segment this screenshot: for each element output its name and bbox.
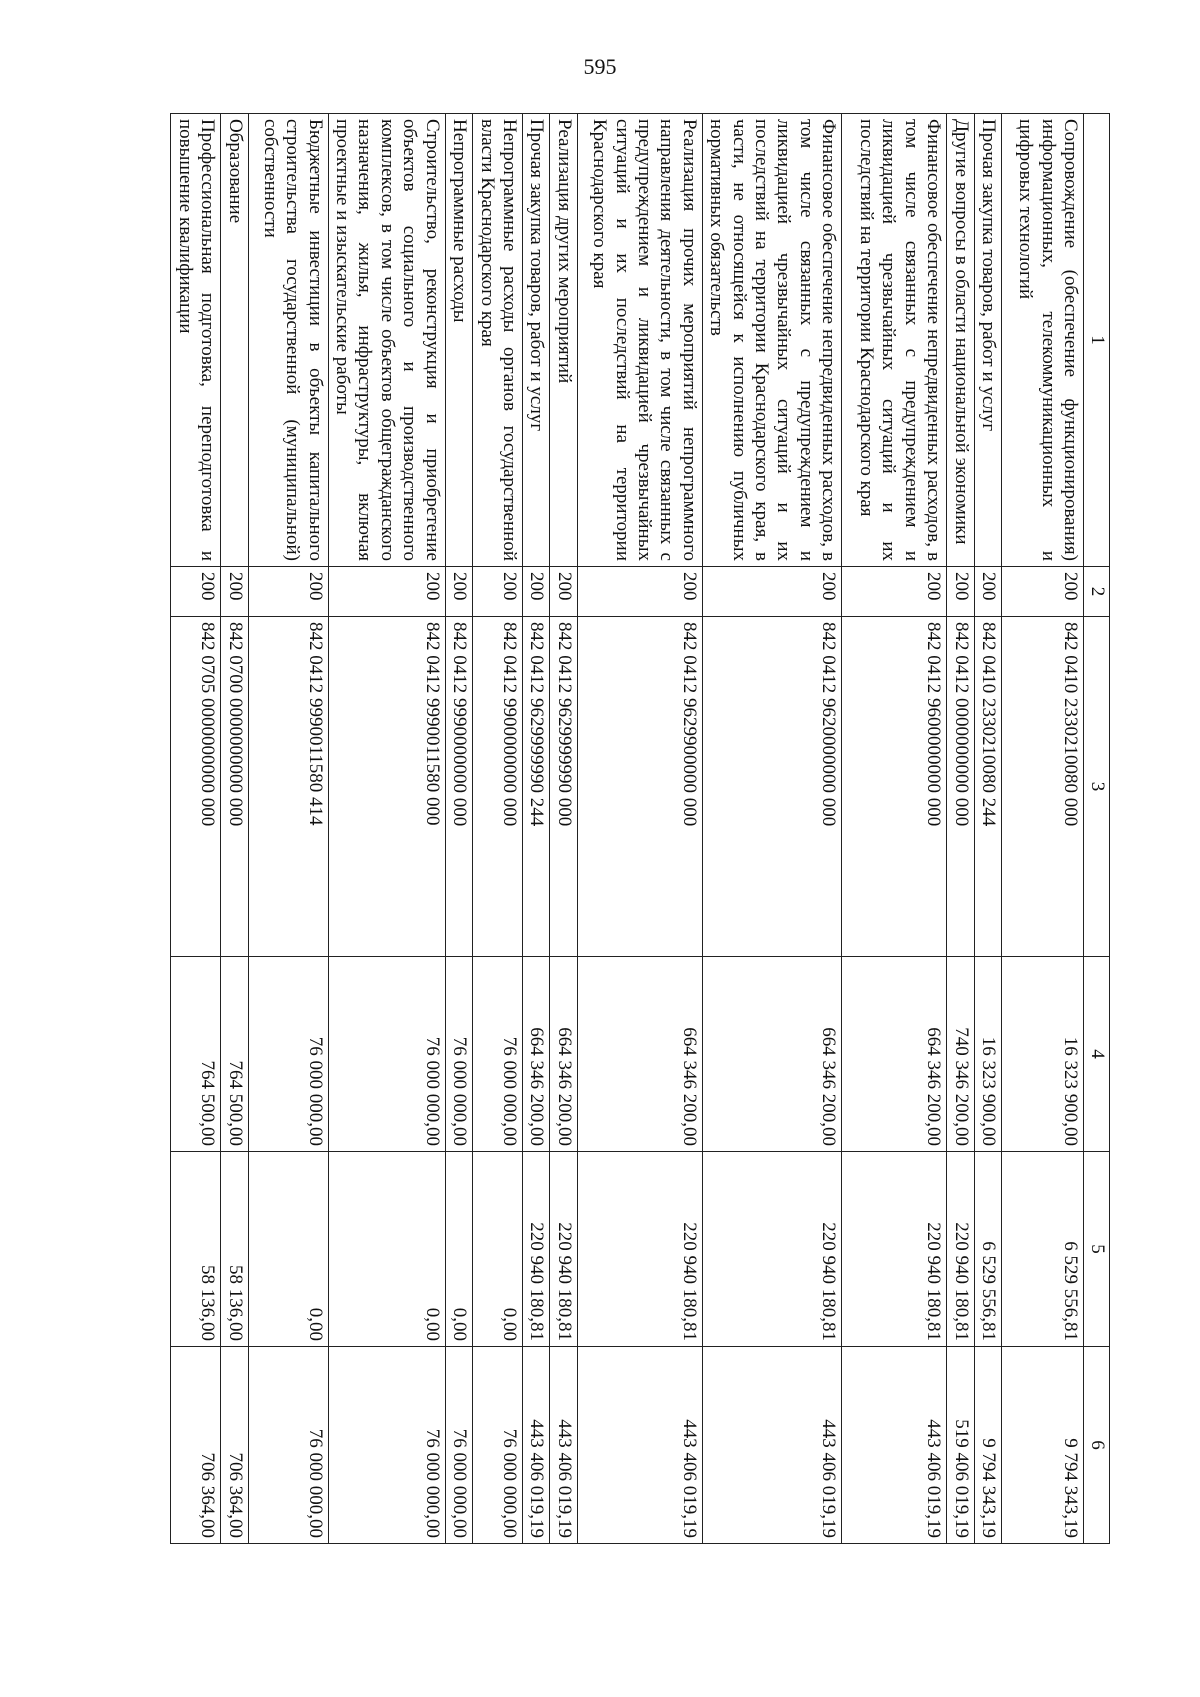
row-value-6: 443 406 019,19 bbox=[577, 1347, 702, 1544]
row-code-2: 200 bbox=[842, 567, 947, 617]
row-value-4: 664 346 200,00 bbox=[550, 957, 577, 1152]
row-value-6: 9 794 343,19 bbox=[1002, 1347, 1084, 1544]
row-code-3: 842 0412 9990000000 000 bbox=[445, 617, 472, 957]
row-value-6: 443 406 019,19 bbox=[842, 1347, 947, 1544]
row-value-6: 9 794 343,19 bbox=[974, 1347, 1001, 1544]
rotated-table-wrapper bbox=[174, 113, 1110, 1543]
table-row bbox=[171, 114, 221, 1544]
row-code-2: 200 bbox=[473, 567, 523, 617]
row-value-4: 664 346 200,00 bbox=[577, 957, 702, 1152]
row-code-2: 200 bbox=[550, 567, 577, 617]
row-value-6: 76 000 000,00 bbox=[473, 1347, 523, 1544]
row-value-5: 6 529 556,81 bbox=[1002, 1152, 1084, 1347]
row-value-6: 76 000 000,00 bbox=[248, 1347, 328, 1544]
header-row bbox=[1084, 114, 1110, 1544]
row-value-5: 220 940 180,81 bbox=[550, 1152, 577, 1347]
header-col-1: 1 bbox=[1084, 114, 1110, 567]
table-row bbox=[577, 114, 702, 1544]
row-code-3: 842 0410 2330210080 244 bbox=[974, 617, 1001, 957]
row-name: Образование bbox=[221, 114, 248, 567]
table-row bbox=[550, 114, 577, 1544]
row-name: Строительство, реконструкция и приобретение объектов социального и производственного комплексов, в том числе объектов общегражданского назначения, жилья, инфраструктуры, включая проектные и изыскательские работы bbox=[328, 114, 445, 567]
row-value-4: 664 346 200,00 bbox=[522, 957, 549, 1152]
row-value-6: 443 406 019,19 bbox=[522, 1347, 549, 1544]
row-code-3: 842 0412 9990011580 000 bbox=[328, 617, 445, 957]
row-name: Реализация других мероприятий bbox=[550, 114, 577, 567]
table-row bbox=[445, 114, 472, 1544]
row-code-2: 200 bbox=[522, 567, 549, 617]
row-code-3: 842 0412 9900000000 000 bbox=[473, 617, 523, 957]
row-value-5: 220 940 180,81 bbox=[577, 1152, 702, 1347]
header-col-5: 5 bbox=[1084, 1152, 1110, 1347]
row-name: Непрограммные расходы органов государственной власти Краснодарского края bbox=[473, 114, 523, 567]
row-value-4: 76 000 000,00 bbox=[445, 957, 472, 1152]
row-code-3: 842 0410 2330210080 000 bbox=[1002, 617, 1084, 957]
row-code-3: 842 0705 0000000000 000 bbox=[171, 617, 221, 957]
row-name: Прочая закупка товаров, работ и услуг bbox=[974, 114, 1001, 567]
row-value-4: 664 346 200,00 bbox=[702, 957, 841, 1152]
row-code-2: 200 bbox=[577, 567, 702, 617]
table-row bbox=[1002, 114, 1084, 1544]
row-value-5: 220 940 180,81 bbox=[842, 1152, 947, 1347]
row-value-5: 0,00 bbox=[248, 1152, 328, 1347]
row-value-6: 76 000 000,00 bbox=[328, 1347, 445, 1544]
table-row bbox=[248, 114, 328, 1544]
row-value-5: 0,00 bbox=[328, 1152, 445, 1347]
row-value-5: 220 940 180,81 bbox=[702, 1152, 841, 1347]
row-value-5: 6 529 556,81 bbox=[974, 1152, 1001, 1347]
table-row bbox=[702, 114, 841, 1544]
row-value-5: 0,00 bbox=[445, 1152, 472, 1347]
header-col-3: 3 bbox=[1084, 617, 1110, 957]
row-code-3: 842 0412 9990011580 414 bbox=[248, 617, 328, 957]
row-value-6: 706 364,00 bbox=[171, 1347, 221, 1544]
table-row bbox=[473, 114, 523, 1544]
row-value-6: 443 406 019,19 bbox=[550, 1347, 577, 1544]
row-code-2: 200 bbox=[221, 567, 248, 617]
row-value-4: 76 000 000,00 bbox=[328, 957, 445, 1152]
table-row bbox=[328, 114, 445, 1544]
table-row bbox=[221, 114, 248, 1544]
row-code-3: 842 0412 9600000000 000 bbox=[842, 617, 947, 957]
row-value-6: 706 364,00 bbox=[221, 1347, 248, 1544]
row-code-2: 200 bbox=[248, 567, 328, 617]
row-value-4: 764 500,00 bbox=[221, 957, 248, 1152]
row-name: Непрограммные расходы bbox=[445, 114, 472, 567]
table-row bbox=[842, 114, 947, 1544]
row-value-5: 58 136,00 bbox=[171, 1152, 221, 1347]
row-code-2: 200 bbox=[702, 567, 841, 617]
row-code-3: 842 0412 9629900000 000 bbox=[577, 617, 702, 957]
row-code-2: 200 bbox=[328, 567, 445, 617]
row-name: Прочая закупка товаров, работ и услуг bbox=[522, 114, 549, 567]
row-code-2: 200 bbox=[171, 567, 221, 617]
row-code-2: 200 bbox=[947, 567, 974, 617]
row-value-5: 58 136,00 bbox=[221, 1152, 248, 1347]
row-name: Финансовое обеспечение непредвиденных расходов, в том числе связанных с предупреждением и ликвидацией чрезвычайных ситуаций и их последствий на территории Краснодарского края bbox=[842, 114, 947, 567]
row-code-2: 200 bbox=[445, 567, 472, 617]
row-value-5: 220 940 180,81 bbox=[522, 1152, 549, 1347]
row-name: Финансовое обеспечение непредвиденных расходов, в том числе связанных с предупреждением и ликвидацией чрезвычайных ситуаций и их последствий на территории Краснодарского края, в части, не относящейся к исполнению публичных нормативных обязательств bbox=[702, 114, 841, 567]
row-name: Другие вопросы в области национальной экономики bbox=[947, 114, 974, 567]
row-value-6: 519 406 019,19 bbox=[947, 1347, 974, 1544]
row-code-3: 842 0412 9629999990 244 bbox=[522, 617, 549, 957]
row-value-4: 16 323 900,00 bbox=[974, 957, 1001, 1152]
row-value-4: 664 346 200,00 bbox=[842, 957, 947, 1152]
row-value-6: 76 000 000,00 bbox=[445, 1347, 472, 1544]
header-col-2: 2 bbox=[1084, 567, 1110, 617]
row-value-4: 76 000 000,00 bbox=[473, 957, 523, 1152]
table-body bbox=[171, 114, 1084, 1544]
table-row bbox=[522, 114, 549, 1544]
row-code-3: 842 0700 0000000000 000 bbox=[221, 617, 248, 957]
row-name: Профессиональная подготовка, переподготовка и повышение квалификации bbox=[171, 114, 221, 567]
budget-table bbox=[170, 113, 1110, 1544]
row-name: Сопровождение (обеспечение функционирования) информационных, телекоммуникационных и цифровых технологий bbox=[1002, 114, 1084, 567]
table-row bbox=[947, 114, 974, 1544]
row-value-5: 0,00 bbox=[473, 1152, 523, 1347]
row-value-4: 16 323 900,00 bbox=[1002, 957, 1084, 1152]
row-value-5: 220 940 180,81 bbox=[947, 1152, 974, 1347]
page-number: 595 bbox=[583, 54, 617, 79]
header-col-4: 4 bbox=[1084, 957, 1110, 1152]
row-name: Реализация прочих мероприятий непрограммного направления деятельности, в том числе связанных с предупреждением и ликвидацией чрезвычайных ситуаций и их последствий на территории Краснодарского края bbox=[577, 114, 702, 567]
row-value-6: 443 406 019,19 bbox=[702, 1347, 841, 1544]
row-value-4: 764 500,00 bbox=[171, 957, 221, 1152]
row-name: Бюджетные инвестиции в объекты капитального строительства государственной (муниципальной) собственности bbox=[248, 114, 328, 567]
row-value-4: 76 000 000,00 bbox=[248, 957, 328, 1152]
header-col-6: 6 bbox=[1084, 1347, 1110, 1544]
row-code-2: 200 bbox=[1002, 567, 1084, 617]
row-value-4: 740 346 200,00 bbox=[947, 957, 974, 1152]
row-code-3: 842 0412 0000000000 000 bbox=[947, 617, 974, 957]
row-code-3: 842 0412 9620000000 000 bbox=[702, 617, 841, 957]
row-code-3: 842 0412 9629999990 000 bbox=[550, 617, 577, 957]
table-row bbox=[974, 114, 1001, 1544]
row-code-2: 200 bbox=[974, 567, 1001, 617]
